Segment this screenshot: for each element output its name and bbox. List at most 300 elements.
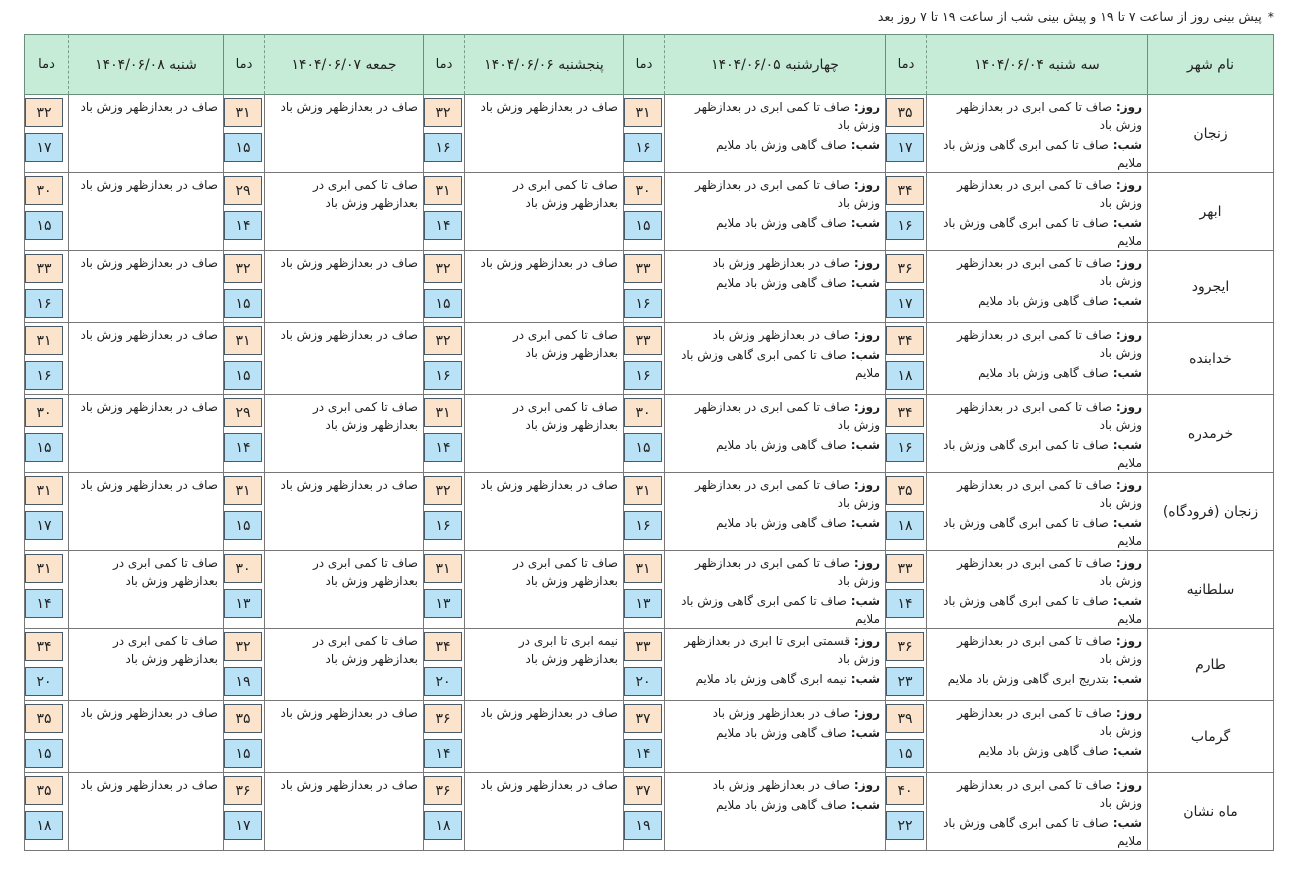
table-row [25,773,1274,851]
day-label: روز: [1115,706,1142,720]
night-label: شب: [1112,216,1142,230]
night-label: شب: [850,348,880,362]
max-temp: ۳۵ [25,704,63,733]
forecast-description [927,773,1148,851]
min-temp: ۱۷ [25,133,63,162]
day-label: روز: [853,478,880,492]
forecast-text: صاف تا کمی ابری در بعدازظهر وزش باد [512,400,618,432]
max-temp: ۳۵ [886,476,924,505]
forecast-description [665,773,886,851]
day-text: صاف در بعدازظهر وزش باد [712,328,851,342]
forecast-text: صاف در بعدازظهر وزش باد [80,706,218,720]
day-text: صاف تا کمی ابری در بعدازظهر وزش باد [957,328,1142,360]
day-text: قسمتی ابری تا ابری در بعدازظهر وزش باد [684,634,880,666]
max-temp: ۳۰ [25,398,63,427]
forecast-description [465,473,624,551]
day-label: روز: [853,556,880,570]
min-temp: ۱۹ [224,667,262,696]
city-name: خدابنده [1148,323,1274,395]
forecast-description [69,395,224,473]
min-temp: ۱۵ [624,433,662,462]
temperature-cell [224,551,265,629]
temperature-cell [624,395,665,473]
forecast-text: صاف در بعدازظهر وزش باد [80,478,218,492]
night-label: شب: [1112,438,1142,452]
min-temp: ۱۵ [224,511,262,540]
night-forecast [933,514,1142,550]
min-temp: ۱۵ [424,289,462,318]
max-temp: ۳۱ [25,326,63,355]
table-row [25,173,1274,251]
night-text: صاف گاهی وزش باد ملایم [716,798,847,812]
temperature-cell [25,473,69,551]
table-row [25,551,1274,629]
temperature-cell [25,173,69,251]
min-temp: ۱۶ [624,289,662,318]
day-forecast [671,476,880,512]
temperature-cell [424,323,465,395]
table-row [25,395,1274,473]
day-text: صاف تا کمی ابری در بعدازظهر وزش باد [957,706,1142,738]
min-temp: ۱۵ [624,211,662,240]
forecast-text: صاف در بعدازظهر وزش باد [80,400,218,414]
night-label: شب: [1112,516,1142,530]
forecast-description [927,251,1148,323]
max-temp: ۳۱ [624,554,662,583]
temperature-cell [624,95,665,173]
min-temp: ۱۶ [424,361,462,390]
night-forecast [671,436,880,454]
forecast-description [465,173,624,251]
min-temp: ۱۳ [624,589,662,618]
min-temp: ۱۵ [224,739,262,768]
day-text: صاف تا کمی ابری در بعدازظهر وزش باد [957,634,1142,666]
min-temp: ۱۵ [25,211,63,240]
min-temp: ۱۶ [886,433,924,462]
forecast-description [927,701,1148,773]
forecast-text: صاف در بعدازظهر وزش باد [80,256,218,270]
night-forecast [933,436,1142,472]
day-label: روز: [853,400,880,414]
max-temp: ۳۶ [224,776,262,805]
table-row [25,701,1274,773]
temperature-cell [624,701,665,773]
day-forecast [671,554,880,590]
night-text: صاف تا کمی ابری گاهی وزش باد ملایم [943,438,1142,470]
forecast-description [465,629,624,701]
day-text: صاف تا کمی ابری در بعدازظهر وزش باد [957,100,1142,132]
night-text: صاف تا کمی ابری گاهی وزش باد ملایم [943,516,1142,548]
city-name: زنجان (فرودگاه) [1148,473,1274,551]
temperature-cell [624,551,665,629]
night-label: شب: [850,594,880,608]
forecast-description [927,323,1148,395]
max-temp: ۳۶ [424,776,462,805]
day-forecast [933,176,1142,212]
table-row [25,323,1274,395]
min-temp: ۲۰ [25,667,63,696]
night-forecast [933,292,1142,310]
forecast-text: صاف در بعدازظهر وزش باد [280,256,418,270]
night-forecast [671,724,880,742]
max-temp: ۳۲ [424,326,462,355]
temperature-cell [624,251,665,323]
max-temp: ۳۳ [624,254,662,283]
day-label: روز: [853,778,880,792]
min-temp: ۱۸ [886,361,924,390]
temperature-cell [424,395,465,473]
header-row [25,35,1274,95]
forecast-description [665,551,886,629]
min-temp: ۱۵ [25,433,63,462]
min-temp: ۲۰ [424,667,462,696]
forecast-description [665,473,886,551]
temperature-cell [886,773,927,851]
max-temp: ۳۱ [424,398,462,427]
min-temp: ۱۴ [224,433,262,462]
forecast-text: صاف تا کمی ابری در بعدازظهر وزش باد [312,400,418,432]
forecast-text: صاف تا کمی ابری در بعدازظهر وزش باد [512,178,618,210]
day-label: روز: [853,634,880,648]
forecast-text: صاف در بعدازظهر وزش باد [80,778,218,792]
day-forecast [933,476,1142,512]
day-label: روز: [1115,100,1142,114]
day-forecast [933,398,1142,434]
night-label: شب: [1112,366,1142,380]
temperature-cell [624,473,665,551]
note-text: پیش بینی روز از ساعت ۷ تا ۱۹ و پیش بینی شب از ساعت ۱۹ تا ۷ روز بعد [877,9,1262,24]
max-temp: ۳۳ [624,326,662,355]
max-temp: ۳۱ [224,476,262,505]
day-header-3: جمعه ۱۴۰۴/۰۶/۰۷ [265,35,424,95]
temperature-cell [25,701,69,773]
temperature-cell [224,629,265,701]
temperature-cell [224,95,265,173]
forecast-description [665,95,886,173]
day-text: صاف تا کمی ابری در بعدازظهر وزش باد [695,556,880,588]
day-text: صاف تا کمی ابری در بعدازظهر وزش باد [957,178,1142,210]
max-temp: ۴۰ [886,776,924,805]
max-temp: ۳۱ [424,554,462,583]
night-label: شب: [850,216,880,230]
forecast-description [465,395,624,473]
night-text: صاف تا کمی ابری گاهی وزش باد ملایم [681,348,880,380]
table-body [25,95,1274,851]
night-forecast [671,670,880,688]
temperature-cell [886,629,927,701]
day-text: صاف تا کمی ابری در بعدازظهر وزش باد [957,478,1142,510]
forecast-text: صاف در بعدازظهر وزش باد [280,100,418,114]
forecast-text: صاف تا کمی ابری در بعدازظهر وزش باد [312,556,418,588]
night-forecast [933,364,1142,382]
night-label: شب: [850,726,880,740]
temp-header-0: دما [886,35,927,95]
temperature-cell [224,773,265,851]
city-name: ماه نشان [1148,773,1274,851]
max-temp: ۳۲ [424,98,462,127]
min-temp: ۱۴ [424,739,462,768]
forecast-description [665,395,886,473]
min-temp: ۱۶ [25,361,63,390]
min-temp: ۲۰ [624,667,662,696]
forecast-description [465,773,624,851]
night-label: شب: [850,516,880,530]
forecast-text: صاف تا کمی ابری در بعدازظهر وزش باد [312,178,418,210]
night-label: شب: [850,138,880,152]
temperature-cell [886,323,927,395]
temperature-cell [624,773,665,851]
night-forecast [933,742,1142,760]
temperature-cell [886,173,927,251]
temperature-cell [25,251,69,323]
max-temp: ۳۳ [886,554,924,583]
night-text: بتدریج ابری گاهی وزش باد ملایم [947,672,1109,686]
night-text: صاف تا کمی ابری گاهی وزش باد ملایم [943,594,1142,626]
temperature-cell [624,173,665,251]
min-temp: ۱۶ [624,361,662,390]
max-temp: ۳۶ [886,632,924,661]
forecast-description [69,95,224,173]
night-forecast [671,274,880,292]
forecast-description [265,95,424,173]
min-temp: ۱۷ [886,289,924,318]
day-text: صاف تا کمی ابری در بعدازظهر وزش باد [957,778,1142,810]
forecast-description [69,773,224,851]
forecast-description [665,323,886,395]
max-temp: ۳۴ [886,326,924,355]
night-forecast [933,136,1142,172]
forecast-description [69,629,224,701]
max-temp: ۳۹ [886,704,924,733]
temperature-cell [25,551,69,629]
min-temp: ۱۵ [25,739,63,768]
day-label: روز: [1115,634,1142,648]
night-forecast [671,346,880,382]
min-temp: ۱۴ [886,589,924,618]
min-temp: ۱۶ [424,133,462,162]
night-label: شب: [850,438,880,452]
min-temp: ۱۴ [424,433,462,462]
forecast-text: صاف در بعدازظهر وزش باد [280,778,418,792]
forecast-text: صاف در بعدازظهر وزش باد [80,178,218,192]
max-temp: ۳۱ [25,554,63,583]
temperature-cell [25,629,69,701]
min-temp: ۱۳ [424,589,462,618]
max-temp: ۳۱ [624,476,662,505]
forecast-text: نیمه ابری تا ابری در بعدازظهر وزش باد [518,634,618,666]
max-temp: ۳۱ [424,176,462,205]
temperature-cell [624,629,665,701]
forecast-text: صاف در بعدازظهر وزش باد [480,478,618,492]
max-temp: ۳۳ [25,254,63,283]
max-temp: ۳۲ [25,98,63,127]
day-label: روز: [853,178,880,192]
temperature-cell [224,473,265,551]
forecast-description [69,701,224,773]
table-row [25,251,1274,323]
day-text: صاف تا کمی ابری در بعدازظهر وزش باد [957,256,1142,288]
temperature-cell [886,395,927,473]
day-forecast [671,398,880,434]
forecast-description [69,551,224,629]
night-text: صاف گاهی وزش باد ملایم [716,726,847,740]
night-label: شب: [1112,672,1142,686]
max-temp: ۲۹ [224,398,262,427]
max-temp: ۳۱ [25,476,63,505]
max-temp: ۳۵ [886,98,924,127]
day-label: روز: [853,100,880,114]
min-temp: ۱۸ [424,811,462,840]
max-temp: ۲۹ [224,176,262,205]
night-forecast [933,814,1142,850]
day-forecast [933,98,1142,134]
forecast-description [927,629,1148,701]
day-forecast [671,704,880,722]
day-label: روز: [853,256,880,270]
forecast-text: صاف در بعدازظهر وزش باد [480,706,618,720]
max-temp: ۳۲ [424,476,462,505]
night-label: شب: [1112,816,1142,830]
day-forecast [671,254,880,272]
night-text: صاف گاهی وزش باد ملایم [978,744,1109,758]
max-temp: ۳۱ [224,326,262,355]
night-text: صاف تا کمی ابری گاهی وزش باد ملایم [943,816,1142,848]
day-forecast [671,326,880,344]
min-temp: ۱۵ [224,133,262,162]
min-temp: ۱۷ [224,811,262,840]
forecast-text: صاف در بعدازظهر وزش باد [280,328,418,342]
forecast-text: صاف در بعدازظهر وزش باد [80,100,218,114]
day-text: صاف تا کمی ابری در بعدازظهر وزش باد [957,556,1142,588]
forecast-description [265,551,424,629]
forecast-description [465,701,624,773]
temp-header-3: دما [224,35,265,95]
min-temp: ۱۵ [224,361,262,390]
night-forecast [933,592,1142,628]
night-forecast [671,214,880,232]
night-label: شب: [850,672,880,686]
night-text: صاف تا کمی ابری گاهی وزش باد ملایم [943,138,1142,170]
temperature-cell [424,629,465,701]
min-temp: ۱۸ [25,811,63,840]
forecast-description [465,251,624,323]
table-row [25,629,1274,701]
city-name: خرمدره [1148,395,1274,473]
min-temp: ۱۷ [25,511,63,540]
temp-header-2: دما [424,35,465,95]
day-label: روز: [1115,556,1142,570]
night-label: شب: [1112,744,1142,758]
city-name: سلطانیه [1148,551,1274,629]
min-temp: ۱۵ [224,289,262,318]
day-text: صاف تا کمی ابری در بعدازظهر وزش باد [695,478,880,510]
min-temp: ۱۴ [25,589,63,618]
night-text: نیمه ابری گاهی وزش باد ملایم [695,672,847,686]
max-temp: ۳۷ [624,776,662,805]
forecast-note [878,9,1274,24]
night-label: شب: [1112,138,1142,152]
forecast-description [69,473,224,551]
night-label: شب: [850,798,880,812]
forecast-description [265,473,424,551]
night-text: صاف گاهی وزش باد ملایم [716,138,847,152]
min-temp: ۱۹ [624,811,662,840]
forecast-description [69,173,224,251]
max-temp: ۳۳ [624,632,662,661]
day-text: صاف تا کمی ابری در بعدازظهر وزش باد [695,178,880,210]
day-text: صاف در بعدازظهر وزش باد [712,256,851,270]
min-temp: ۱۶ [886,211,924,240]
forecast-description [665,701,886,773]
min-temp: ۱۳ [224,589,262,618]
forecast-description [927,473,1148,551]
forecast-description [927,173,1148,251]
min-temp: ۱۶ [424,511,462,540]
forecast-description [265,251,424,323]
day-text: صاف تا کمی ابری در بعدازظهر وزش باد [695,100,880,132]
forecast-description [665,251,886,323]
temperature-cell [25,395,69,473]
temperature-cell [886,551,927,629]
temperature-cell [224,701,265,773]
night-forecast [933,214,1142,250]
max-temp: ۳۴ [886,176,924,205]
min-temp: ۱۴ [624,739,662,768]
forecast-description [265,395,424,473]
max-temp: ۳۰ [224,554,262,583]
table-row [25,473,1274,551]
night-text: صاف گاهی وزش باد ملایم [716,438,847,452]
forecast-text: صاف تا کمی ابری در بعدازظهر وزش باد [512,556,618,588]
max-temp: ۳۶ [886,254,924,283]
forecast-description [265,701,424,773]
day-forecast [671,176,880,212]
temperature-cell [224,323,265,395]
night-forecast [671,136,880,154]
forecast-description [927,395,1148,473]
night-label: شب: [1112,594,1142,608]
city-name: زنجان [1148,95,1274,173]
max-temp: ۳۷ [624,704,662,733]
night-forecast [671,514,880,532]
forecast-description [465,323,624,395]
max-temp: ۳۶ [424,704,462,733]
forecast-description [665,629,886,701]
temperature-cell [25,95,69,173]
temperature-cell [424,473,465,551]
day-header-4: شنبه ۱۴۰۴/۰۶/۰۸ [69,35,224,95]
day-text: صاف در بعدازظهر وزش باد [712,778,851,792]
temperature-cell [424,551,465,629]
forecast-text: صاف تا کمی ابری در بعدازظهر وزش باد [112,634,218,666]
night-text: صاف گاهی وزش باد ملایم [978,294,1109,308]
max-temp: ۳۰ [624,398,662,427]
max-temp: ۳۰ [624,176,662,205]
forecast-text: صاف در بعدازظهر وزش باد [280,706,418,720]
night-text: صاف گاهی وزش باد ملایم [978,366,1109,380]
temperature-cell [424,95,465,173]
max-temp: ۳۵ [25,776,63,805]
min-temp: ۱۴ [224,211,262,240]
forecast-text: صاف تا کمی ابری در بعدازظهر وزش باد [312,634,418,666]
night-label: شب: [850,276,880,290]
min-temp: ۱۴ [424,211,462,240]
max-temp: ۳۴ [886,398,924,427]
forecast-description [69,323,224,395]
day-header-0: سه شنبه ۱۴۰۴/۰۶/۰۴ [927,35,1148,95]
min-temp: ۱۵ [886,739,924,768]
day-text: صاف در بعدازظهر وزش باد [712,706,851,720]
